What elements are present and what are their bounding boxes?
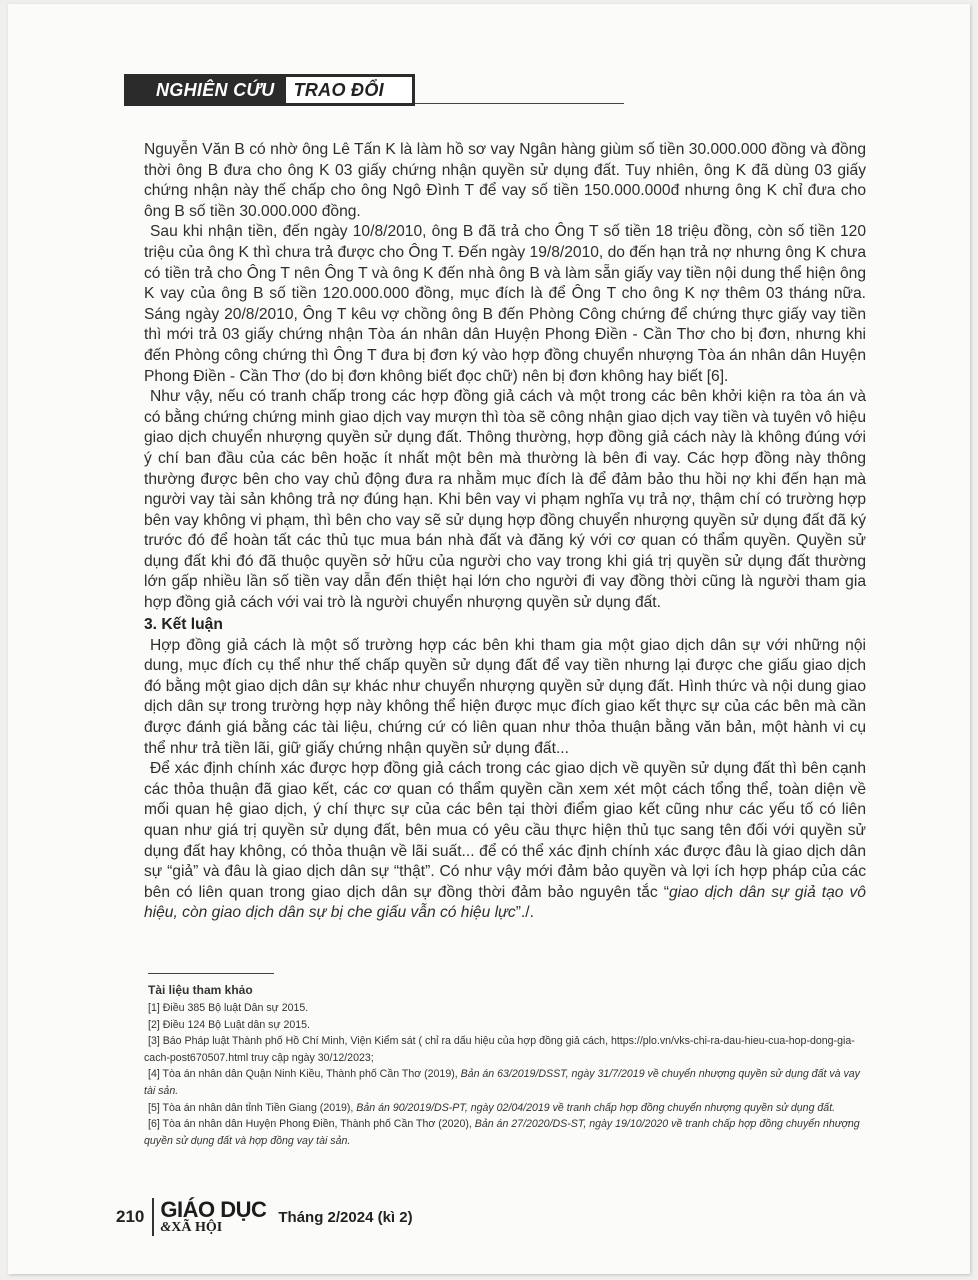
subsection-label: TRAO ĐỔI	[283, 74, 415, 106]
paragraph-2: Sau khi nhận tiền, đến ngày 10/8/2010, ông B đã trả cho Ông T số tiền 18 triệu đồng, còn số tiền 120 triệu của ông K thì chưa trả được cho Ông T. Đến ngày 19/8/2010, do đến hạn trả nợ nhưng ông K chưa có tiền trả cho Ông T nên Ông T và ông K đến nhà ông B và làm sẵn giấy vay tiền nội dung thể hiện ông K vay của ông B số tiền 120.000.000 đồng, mục đích là để Ông T cho ông K nợ thêm 03 tháng nữa. Sáng ngày 20/8/2010, Ông T kêu vợ chồng ông B đến Phòng Công chứng để chứng thực giấy vay tiền thì mới trả 03 giấy chứng nhận Tòa án nhân dân Huyện Phong Điền - Cần Thơ cho bị đơn, nhưng khi đến Phòng công chứng thì Ông T đưa bị đơn ký vào hợp đồng chuyển nhượng Tòa án nhân dân Huyện Phong Điền - Cần Thơ (do bị đơn không biết đọc chữ) nên bị đơn không hay biết [6].	[144, 223, 866, 385]
reference-item	[144, 1116, 866, 1149]
page-number: 210	[116, 1207, 145, 1226]
reference-title-italic: Bản án 27/2020/DS-ST, ngày 19/10/2020 về tranh chấp hợp đồng chuyển nhượng quyền sử dụng đất và hợp đồng vay tài sản.	[144, 1118, 860, 1147]
references-title: Tài liệu tham khảo	[148, 983, 253, 997]
reference-text: [4] Tòa án nhân dân Quận Ninh Kiều, Thành phố Cần Thơ (2019),	[148, 1068, 461, 1081]
reference-title-italic: Bản án 90/2019/DS-PT, ngày 02/04/2019 về tranh chấp hợp đồng chuyển nhượng quyền sử dụng đất.	[356, 1101, 836, 1114]
reference-text: [2] Điều 124 Bộ Luật dân sự 2015.	[148, 1018, 310, 1031]
logo-bottom-text: XÃ HỘI	[171, 1220, 223, 1235]
conclusion-p2-quote: giao dịch dân sự giả tạo vô hiệu, còn giao dịch dân sự bị che giấu vẫn có hiệu lực	[144, 883, 866, 922]
reference-text: [3] Báo Pháp luật Thành phố Hồ Chí Minh, Viện Kiểm sát ( chỉ ra dấu hiệu của hợp đồng giả cách, https://plo.vn/vks-chi-ra-dau-hieu-cua-hop-dong-gia-cach-post670507.html truy cập ngày 30/12/2023;	[144, 1035, 855, 1064]
reference-title-italic: Bản án 63/2019/DSST, ngày 31/7/2019 về chuyển nhượng quyền sử dụng đất và vay tài sản.	[144, 1068, 860, 1097]
section-header	[124, 74, 624, 106]
reference-text: [6] Tòa án nhân dân Huyện Phong Điền, Thành phố Cần Thơ (2020),	[148, 1118, 475, 1131]
paragraph-1: Nguyễn Văn B có nhờ ông Lê Tấn K là làm hồ sơ vay Ngân hàng giùm số tiền 30.000.000 đồng và đồng thời ông B đưa cho ông K 03 giấy chứng nhận quyền sử dụng đất. Tuy nhiên, ông K đã dùng 03 giấy chứng nhận này thế chấp cho ông Ngô Đình T để vay số tiền 150.000.000đ nhưng ông K chỉ đưa cho ông B số tiền 30.000.000 đồng.	[144, 141, 866, 220]
logo-top-text: GIÁO DỤC	[160, 1197, 267, 1222]
article-body	[144, 140, 866, 924]
footer-divider	[152, 1198, 154, 1236]
conclusion-p2-end: ”./.	[515, 904, 534, 922]
reference-item	[144, 1000, 866, 1017]
reference-text: [5] Tòa án nhân dân tỉnh Tiền Giang (2019),	[148, 1101, 357, 1114]
reference-item	[144, 1100, 866, 1117]
reference-text: [1] Điều 385 Bộ luật Dân sự 2015.	[148, 1002, 309, 1014]
logo-bottom	[160, 1221, 266, 1235]
header-rule	[415, 74, 624, 104]
conclusion-p2-text: Để xác định chính xác được hợp đồng giả cách trong các giao dịch về quyền sử dụng đất thì bên cạnh các thỏa thuận đã giao kết, các cơ quan có thẩm quyền cần xem xét một cách tổng thể, toàn diện về mối quan hệ giao dịch, ý chí thực sự của các bên tại thời điểm giao kết cũng như các yếu tố có liên quan như giá trị quyền sử dụng đất, bên mua có yêu cầu thực hiện thủ tục sang tên đối với quyền sử dụng đất hay không, có thỏa thuận về lãi suất... để có thể xác định chính xác được đâu là giao dịch dân sự “giả” và đâu là giao dịch dân sự “thật”. Có như vậy mới đảm bảo quyền và lợi ích hợp pháp của các bên có liên quan trong giao dịch dân sự đồng thời đảm bảo nguyên tắc “	[144, 760, 866, 901]
references	[144, 973, 866, 1149]
section-label: NGHIÊN CỨU	[124, 74, 283, 106]
conclusion-heading: 3. Kết luận	[144, 615, 223, 633]
references-rule	[148, 973, 274, 974]
reference-item	[144, 1033, 866, 1066]
issue-label: Tháng 2/2024 (kì 2)	[278, 1208, 413, 1226]
paragraph-3: Như vậy, nếu có tranh chấp trong các hợp đồng giả cách và một trong các bên khởi kiện ra tòa án và có bằng chứng chứng minh giao dịch vay mượn thì tòa sẽ công nhận giao dịch vay tiền và tuyên vô hiệu giao dịch chuyển nhượng quyền sử dụng đất. Thông thường, hợp đồng giả cách này là không đúng với ý chí ban đầu của các bên hoặc ít nhất một bên mà thường là bên đi vay. Các hợp đồng này thông thường được bên cho vay chủ động đưa ra nhằm mục đích là để đảm bảo thu hồi nợ khi đến hạn mà người vay tài sản không trả nợ đúng hạn. Khi bên vay vi phạm nghĩa vụ trả nợ, thậm chí có trường hợp bên vay không vi phạm, thì bên cho vay sẽ sử dụng hợp đồng chuyển nhượng quyền sử dụng đất đã ký trước đó để hoàn tất các thủ tục mua bán nhà đất và đăng ký với cơ quan có thẩm quyền. Quyền sử dụng đất khi đó đã thuộc quyền sở hữu của người cho vay trong khi giá trị quyền sử dụng đất thường lớn gấp nhiều lần số tiền vay dẫn đến thiệt hại lớn cho người đi vay đồng thời cũng là người tham gia hợp đồng giả cách với vai trò là người chuyển nhượng quyền sử dụng đất.	[144, 388, 866, 612]
journal-logo	[160, 1199, 266, 1235]
reference-item	[144, 1066, 866, 1099]
conclusion-paragraph-1: Hợp đồng giả cách là một số trường hợp các bên khi tham gia một giao dịch dân sự với những nội dung, mục đích cụ thể như thế chấp quyền sử dụng đất để vay tiền nhưng lại được che giấu giao dịch đó bằng một giao dịch dân sự khác như chuyển nhượng quyền sử dụng đất. Hình thức và nội dung giao dịch dân sự trong trường hợp này không thể hiện được mục đích giao kết thực sự của các bên mà cần được đánh giá bằng các tài liệu, chứng cứ có liên quan như thỏa thuận bằng văn bản, một hành vi cụ thể như trả tiền lãi, giữ giấy chứng nhận quyền sử dụng đất...	[144, 636, 866, 757]
logo-ampersand: &	[160, 1220, 172, 1235]
page-footer	[116, 1194, 536, 1240]
reference-item	[144, 1017, 866, 1034]
conclusion-paragraph-2	[144, 759, 866, 924]
